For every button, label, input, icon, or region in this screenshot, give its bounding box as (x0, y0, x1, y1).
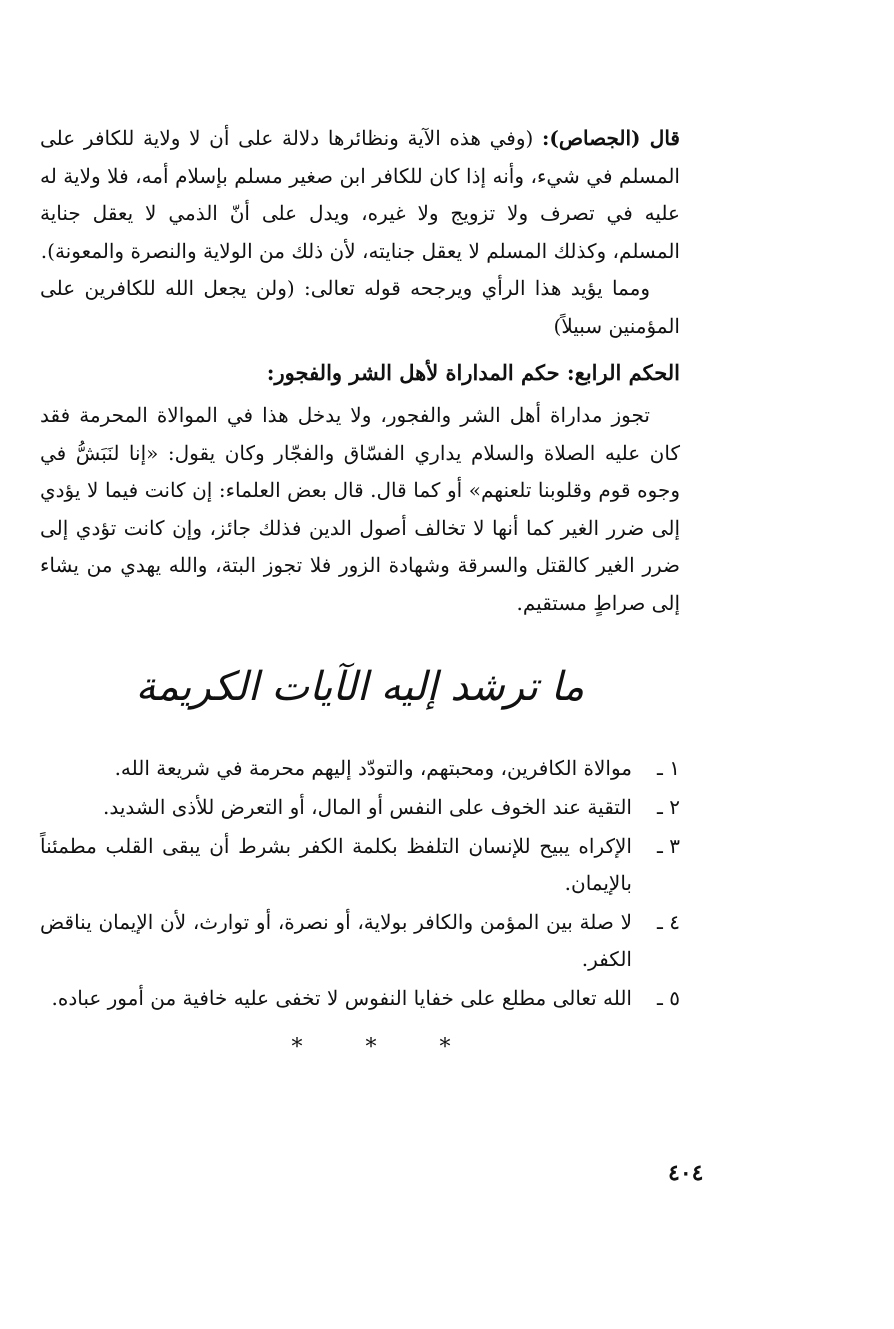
list-item-text: التقية عند الخوف على النفس أو المال، أو التعرض للأذى الشديد. (102, 795, 632, 819)
list-item-text: الإكراه يبيح للإنسان التلفظ بكلمة الكفر بشرط أن يبقى القلب مطمئناً بالإيمان. (40, 834, 632, 895)
list-item-text: الله تعالى مطلع على خفايا النفوس لا تخفى عليه خافية من أمور عباده. (51, 986, 632, 1010)
list-item-number: ٢ ـ (657, 795, 680, 819)
list-item-number: ١ ـ (657, 756, 680, 780)
guidance-list (40, 750, 680, 1017)
section-title: ما ترشد إليه الآيات الكريمة (135, 664, 585, 710)
list-item-number: ٥ ـ (657, 986, 680, 1010)
ruling-heading: الحكم الرابع: حكم المداراة لأهل الشر والفجور: (266, 360, 680, 385)
list-item (40, 904, 680, 978)
list-item-text: موالاة الكافرين، ومحبتهم، والتودّد إليهم محرمة في شريعة الله. (114, 756, 632, 780)
page-number: ٤٠٤ (668, 1160, 704, 1186)
paragraph-supporting-verse: ومما يؤيد هذا الرأي ويرجحه قوله تعالى: (ولن يجعل الله للكافرين على المؤمنين سبيلاً) (40, 276, 680, 338)
list-item-number: ٤ ـ (657, 910, 680, 934)
list-item (40, 828, 680, 902)
list-item-text: لا صلة بين المؤمن والكافر بولاية، أو نصرة، أو توارث، لأن الإيمان يناقض الكفر. (40, 910, 632, 971)
list-item (40, 789, 680, 826)
page-body (40, 120, 680, 1060)
list-item-number: ٣ ـ (657, 834, 680, 858)
paragraph-jassas-quote (40, 120, 680, 270)
section-separator: * * * (291, 1035, 479, 1060)
list-item (40, 750, 680, 787)
list-item (40, 980, 680, 1017)
paragraph-ruling-text: تجوز مداراة أهل الشر والفجور، ولا يدخل هذا في الموالاة المحرمة فقد كان عليه الصلاة والسلام يداري الفسّاق والفجّار وكان يقول: «إنا لنَبَشُّ في وجوه قوم وقلوبنا تلعنهم» أو كما قال. قال بعض العلماء: إن كانت فيما لا يؤدي إلى ضرر الغير كما أنها لا تخالف أصول الدين فذلك جائز، وإن كانت تؤدي إلى ضرر الغير كالقتل والسرقة وشهادة الزور فلا تجوز البتة، والله يهدي من يشاء إلى صراطٍ مستقيم. (40, 403, 680, 615)
quote-text: (وفي هذه الآية ونظائرها دلالة على أن لا ولاية للكافر على المسلم في شيء، وأنه إذا كان للكافر ابن صغير مسلم بإسلام أمه، فلا ولاية له عليه في تصرف ولا تزويج ولا غيره، ويدل على أنّ الذمي لا يعقل جناية المسلم، وكذلك المسلم لا يعقل جنايته، لأن ذلك من الولاية والنصرة والمعونة). (40, 126, 680, 263)
quote-author-label: قال (الجصاص): (542, 126, 680, 150)
